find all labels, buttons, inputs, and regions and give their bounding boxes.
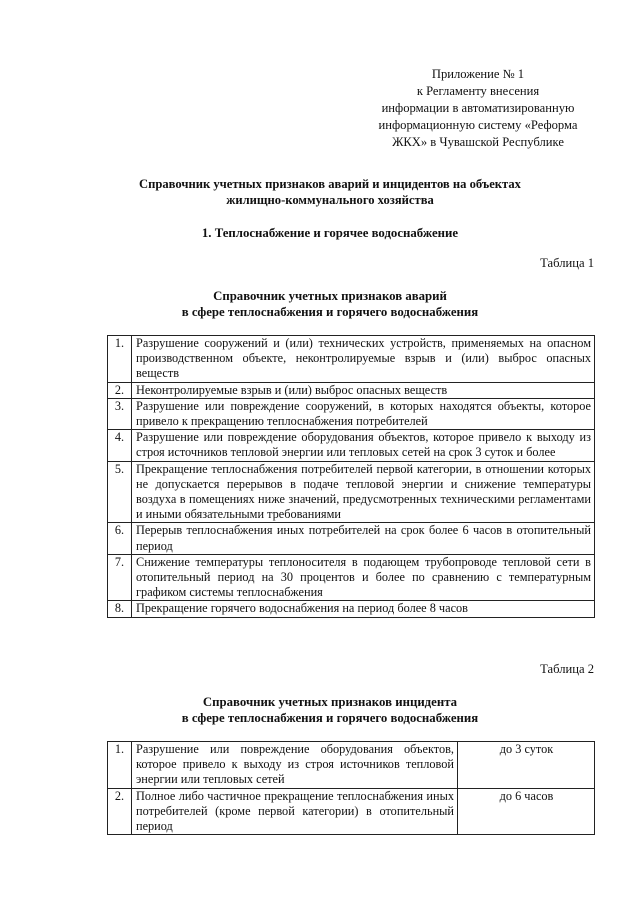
- document-title-line: Справочник учетных признаков аварий и инцидентов на объектах: [139, 177, 521, 191]
- row-text: Прекращение теплоснабжения потребителей первой категории, в отношении которых не допускается перерывов в подаче тепловой энергии и снижение температуры воздуха в помещениях ниже значений, предусмотренных техническими регламентами и иными обязательными требованиями: [132, 461, 595, 523]
- table-row: [108, 523, 595, 554]
- table-row: [108, 430, 595, 461]
- appendix-line: ЖКХ» в Чувашской Республике: [392, 135, 564, 149]
- table-row: [108, 601, 595, 617]
- section-heading: 1. Теплоснабжение и горячее водоснабжение: [201, 226, 459, 240]
- row-number: 1.: [108, 742, 132, 789]
- row-number: 2.: [108, 382, 132, 398]
- table-row: [108, 554, 595, 601]
- row-text: Разрушение или повреждение сооружений, в которых находятся объекты, которое привело к прекращению теплоснабжения потребителей: [132, 398, 595, 429]
- table-row: [108, 788, 595, 835]
- table2-title: [100, 694, 560, 726]
- row-number: 7.: [108, 554, 132, 601]
- table2-title-line: в сфере теплоснабжения и горячего водоснабжения: [181, 711, 479, 725]
- row-duration: до 3 суток: [458, 742, 595, 789]
- row-text: Разрушение сооружений и (или) технических устройств, применяемых на опасном производственном объекте, неконтролируемые взрыв и (или) выброс опасных веществ: [132, 336, 595, 383]
- row-text: Полное либо частичное прекращение теплоснабжения иных потребителей (кроме первой категории) в отопительный период: [132, 788, 458, 835]
- appendix-line: информационную систему «Реформа: [378, 118, 578, 132]
- table2-title-line: Справочник учетных признаков инцидента: [202, 695, 458, 709]
- table2-label: Таблица 2: [540, 662, 594, 676]
- row-number: 3.: [108, 398, 132, 429]
- row-number: 4.: [108, 430, 132, 461]
- appendix-line: Приложение № 1: [431, 67, 525, 81]
- row-number: 5.: [108, 461, 132, 523]
- row-number: 6.: [108, 523, 132, 554]
- row-text: Неконтролируемые взрыв и (или) выброс опасных веществ: [132, 382, 595, 398]
- table-row: [108, 382, 595, 398]
- incidents-table: [107, 741, 595, 835]
- table-row: [108, 742, 595, 789]
- row-text: Снижение температуры теплоносителя в подающем трубопроводе тепловой сети в отопительный период на 30 процентов и более по сравнению с температурным графиком системы теплоснабжения: [132, 554, 595, 601]
- row-text: Прекращение горячего водоснабжения на период более 8 часов: [132, 601, 595, 617]
- document-title: [100, 176, 560, 208]
- table-row: [108, 461, 595, 523]
- table1-title-line: Справочник учетных признаков аварий: [213, 289, 447, 303]
- document-title-line: жилищно-коммунального хозяйства: [226, 193, 434, 207]
- row-text: Перерыв теплоснабжения иных потребителей на срок более 6 часов в отопительный период: [132, 523, 595, 554]
- row-duration: до 6 часов: [458, 788, 595, 835]
- row-number: 8.: [108, 601, 132, 617]
- row-number: 1.: [108, 336, 132, 383]
- row-text: Разрушение или повреждение оборудования объектов, которое привело к выходу из строя источников тепловой энергии или тепловых сетей на срок 3 суток и более: [132, 430, 595, 461]
- appendix-line: к Регламенту внесения: [416, 84, 540, 98]
- table-row: [108, 398, 595, 429]
- table-row: [108, 336, 595, 383]
- table1-title-line: в сфере теплоснабжения и горячего водоснабжения: [181, 305, 479, 319]
- table1-title: [100, 288, 560, 320]
- accidents-table: [107, 335, 595, 618]
- table1-label: Таблица 1: [540, 256, 594, 270]
- row-number: 2.: [108, 788, 132, 835]
- row-text: Разрушение или повреждение оборудования объектов, которое привело к выходу из строя источников тепловой энергии или тепловых сетей: [132, 742, 458, 789]
- appendix-header: [358, 66, 598, 151]
- appendix-line: информации в автоматизированную: [381, 101, 575, 115]
